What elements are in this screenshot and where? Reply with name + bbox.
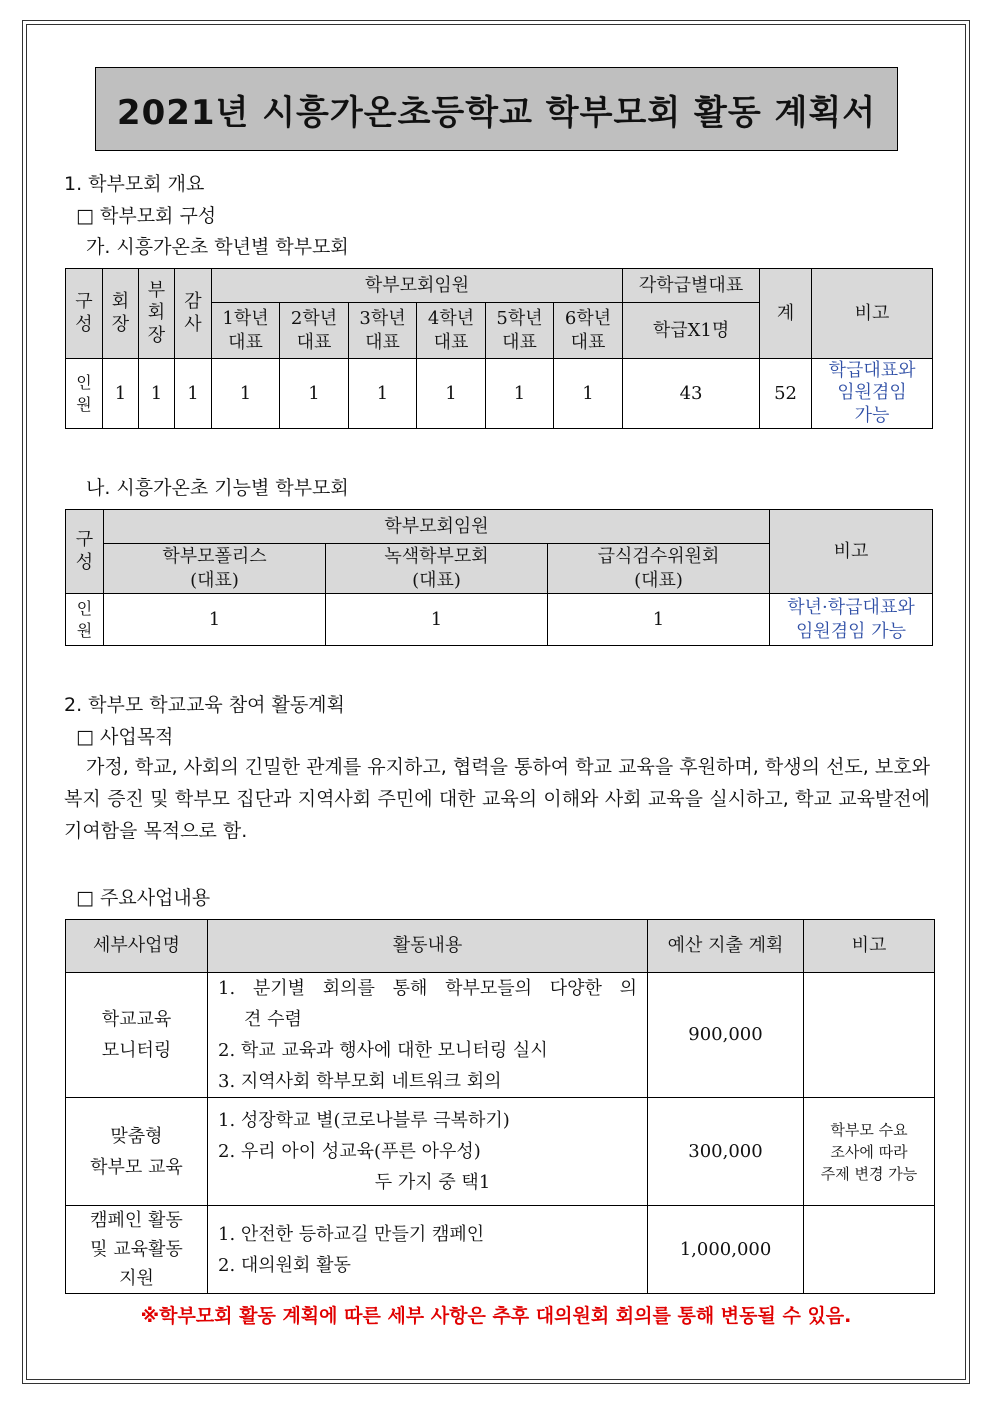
value-cell: 1	[349, 359, 417, 429]
activity-list: 1. 성장학교 별(코로나블루 극복하기) 2. 우리 아이 성교육(푸른 아우성) 두 가지 중 택1	[208, 1098, 648, 1206]
header-budget: 예산 지출 계획	[648, 920, 804, 973]
total-header: 계	[760, 269, 812, 359]
purpose-paragraph: 가정, 학교, 사회의 긴밀한 관계를 유지하고, 협력을 통하여 학교 교육을 후원하며, 학생의 선도, 보호와 복지 증진 및 학부모 집단과 지역사회 주민에 대한 교육의 이해와 사회 교육을 실시하고, 학교 교육발전에 기여함을 목적으로 함.	[64, 756, 930, 842]
function-council-heading: 나. 시흥가온초 기능별 학부모회	[86, 477, 349, 499]
budget-cell: 300,000	[648, 1098, 804, 1206]
parent-police-header: 학부모폴리스 (대표)	[104, 544, 326, 594]
vice-president-header: 부 회 장	[139, 269, 175, 359]
function-council-table	[65, 509, 933, 646]
note-cell: 학년·학급대표와 임원겸임 가능	[770, 594, 933, 646]
value-cell: 1	[175, 359, 212, 429]
auditor-header: 감 사	[175, 269, 212, 359]
project-name-cell: 맞춤형 학부모 교육	[66, 1098, 208, 1206]
president-header: 회 장	[103, 269, 139, 359]
member-count-label: 인 원	[66, 359, 103, 429]
grade-5-header: 5학년 대표	[486, 303, 554, 359]
value-cell: 1	[280, 359, 349, 429]
note-header: 비고	[770, 510, 933, 594]
officers-header: 학부모회임원	[104, 510, 770, 544]
officers-header: 학부모회임원	[212, 269, 623, 303]
note-cell	[804, 1206, 935, 1294]
grade-6-header: 6학년 대표	[554, 303, 623, 359]
header-note: 비고	[804, 920, 935, 973]
project-name-cell: 캠페인 활동 및 교육활동 지원	[66, 1206, 208, 1294]
main-activities-heading: □ 주요사업내용	[76, 887, 211, 909]
class-rep-subheader: 학급X1명	[623, 303, 760, 359]
activities-table	[65, 919, 935, 1294]
member-count-label: 인 원	[66, 594, 104, 646]
section1-heading: 1. 학부모회 개요	[64, 173, 205, 195]
activity-list: 1. 안전한 등하교길 만들기 캠페인 2. 대의원회 활동	[208, 1206, 648, 1294]
total-value: 52	[760, 359, 812, 429]
note-cell: 학부모 수요 조사에 따라 주제 변경 가능	[804, 1098, 935, 1206]
purpose-heading: □ 사업목적	[76, 726, 174, 748]
value-cell: 1	[548, 594, 770, 646]
grade-2-header: 2학년 대표	[280, 303, 349, 359]
grade-4-header: 4학년 대표	[417, 303, 486, 359]
class-rep-header: 각학급별대표	[623, 269, 760, 303]
grade-council-table	[65, 268, 933, 429]
note-header: 비고	[812, 269, 933, 359]
header-activity-content: 활동내용	[208, 920, 648, 973]
footnote: ※학부모회 활동 계획에 따른 세부 사항은 추후 대의원회 회의를 통해 변동될 수 있음.	[140, 1305, 852, 1327]
value-cell: 1	[103, 359, 139, 429]
grade-council-heading: 가. 시흥가온초 학년별 학부모회	[86, 236, 349, 258]
activity-list: 1. 분기별 회의를 통해 학부모들의 다양한 의 견 수렴 2. 학교 교육과 행사에 대한 모니터링 실시 3. 지역사회 학부모회 네트워크 회의	[208, 973, 648, 1098]
note-cell: 학급대표와 임원겸임 가능	[812, 359, 933, 429]
value-cell: 1	[139, 359, 175, 429]
budget-cell: 900,000	[648, 973, 804, 1098]
note-cell	[804, 973, 935, 1098]
composition-header: 구 성	[66, 269, 103, 359]
value-cell: 1	[104, 594, 326, 646]
project-name-cell: 학교교육 모니터링	[66, 973, 208, 1098]
value-cell: 1	[554, 359, 623, 429]
section2-heading: 2. 학부모 학교교육 참여 활동계획	[64, 694, 345, 716]
grade-3-header: 3학년 대표	[349, 303, 417, 359]
green-parents-header: 녹색학부모회 (대표)	[326, 544, 548, 594]
value-cell: 1	[326, 594, 548, 646]
value-cell: 1	[486, 359, 554, 429]
meal-inspection-header: 급식검수위원회 (대표)	[548, 544, 770, 594]
budget-cell: 1,000,000	[648, 1206, 804, 1294]
value-cell: 1	[417, 359, 486, 429]
composition-subheading: □ 학부모회 구성	[76, 205, 217, 227]
grade-1-header: 1학년 대표	[212, 303, 280, 359]
document-title: 2021년 시흥가온초등학교 학부모회 활동 계획서	[95, 67, 898, 151]
value-cell: 1	[212, 359, 280, 429]
header-project-name: 세부사업명	[66, 920, 208, 973]
class-rep-value: 43	[623, 359, 760, 429]
composition-header: 구 성	[66, 510, 104, 594]
